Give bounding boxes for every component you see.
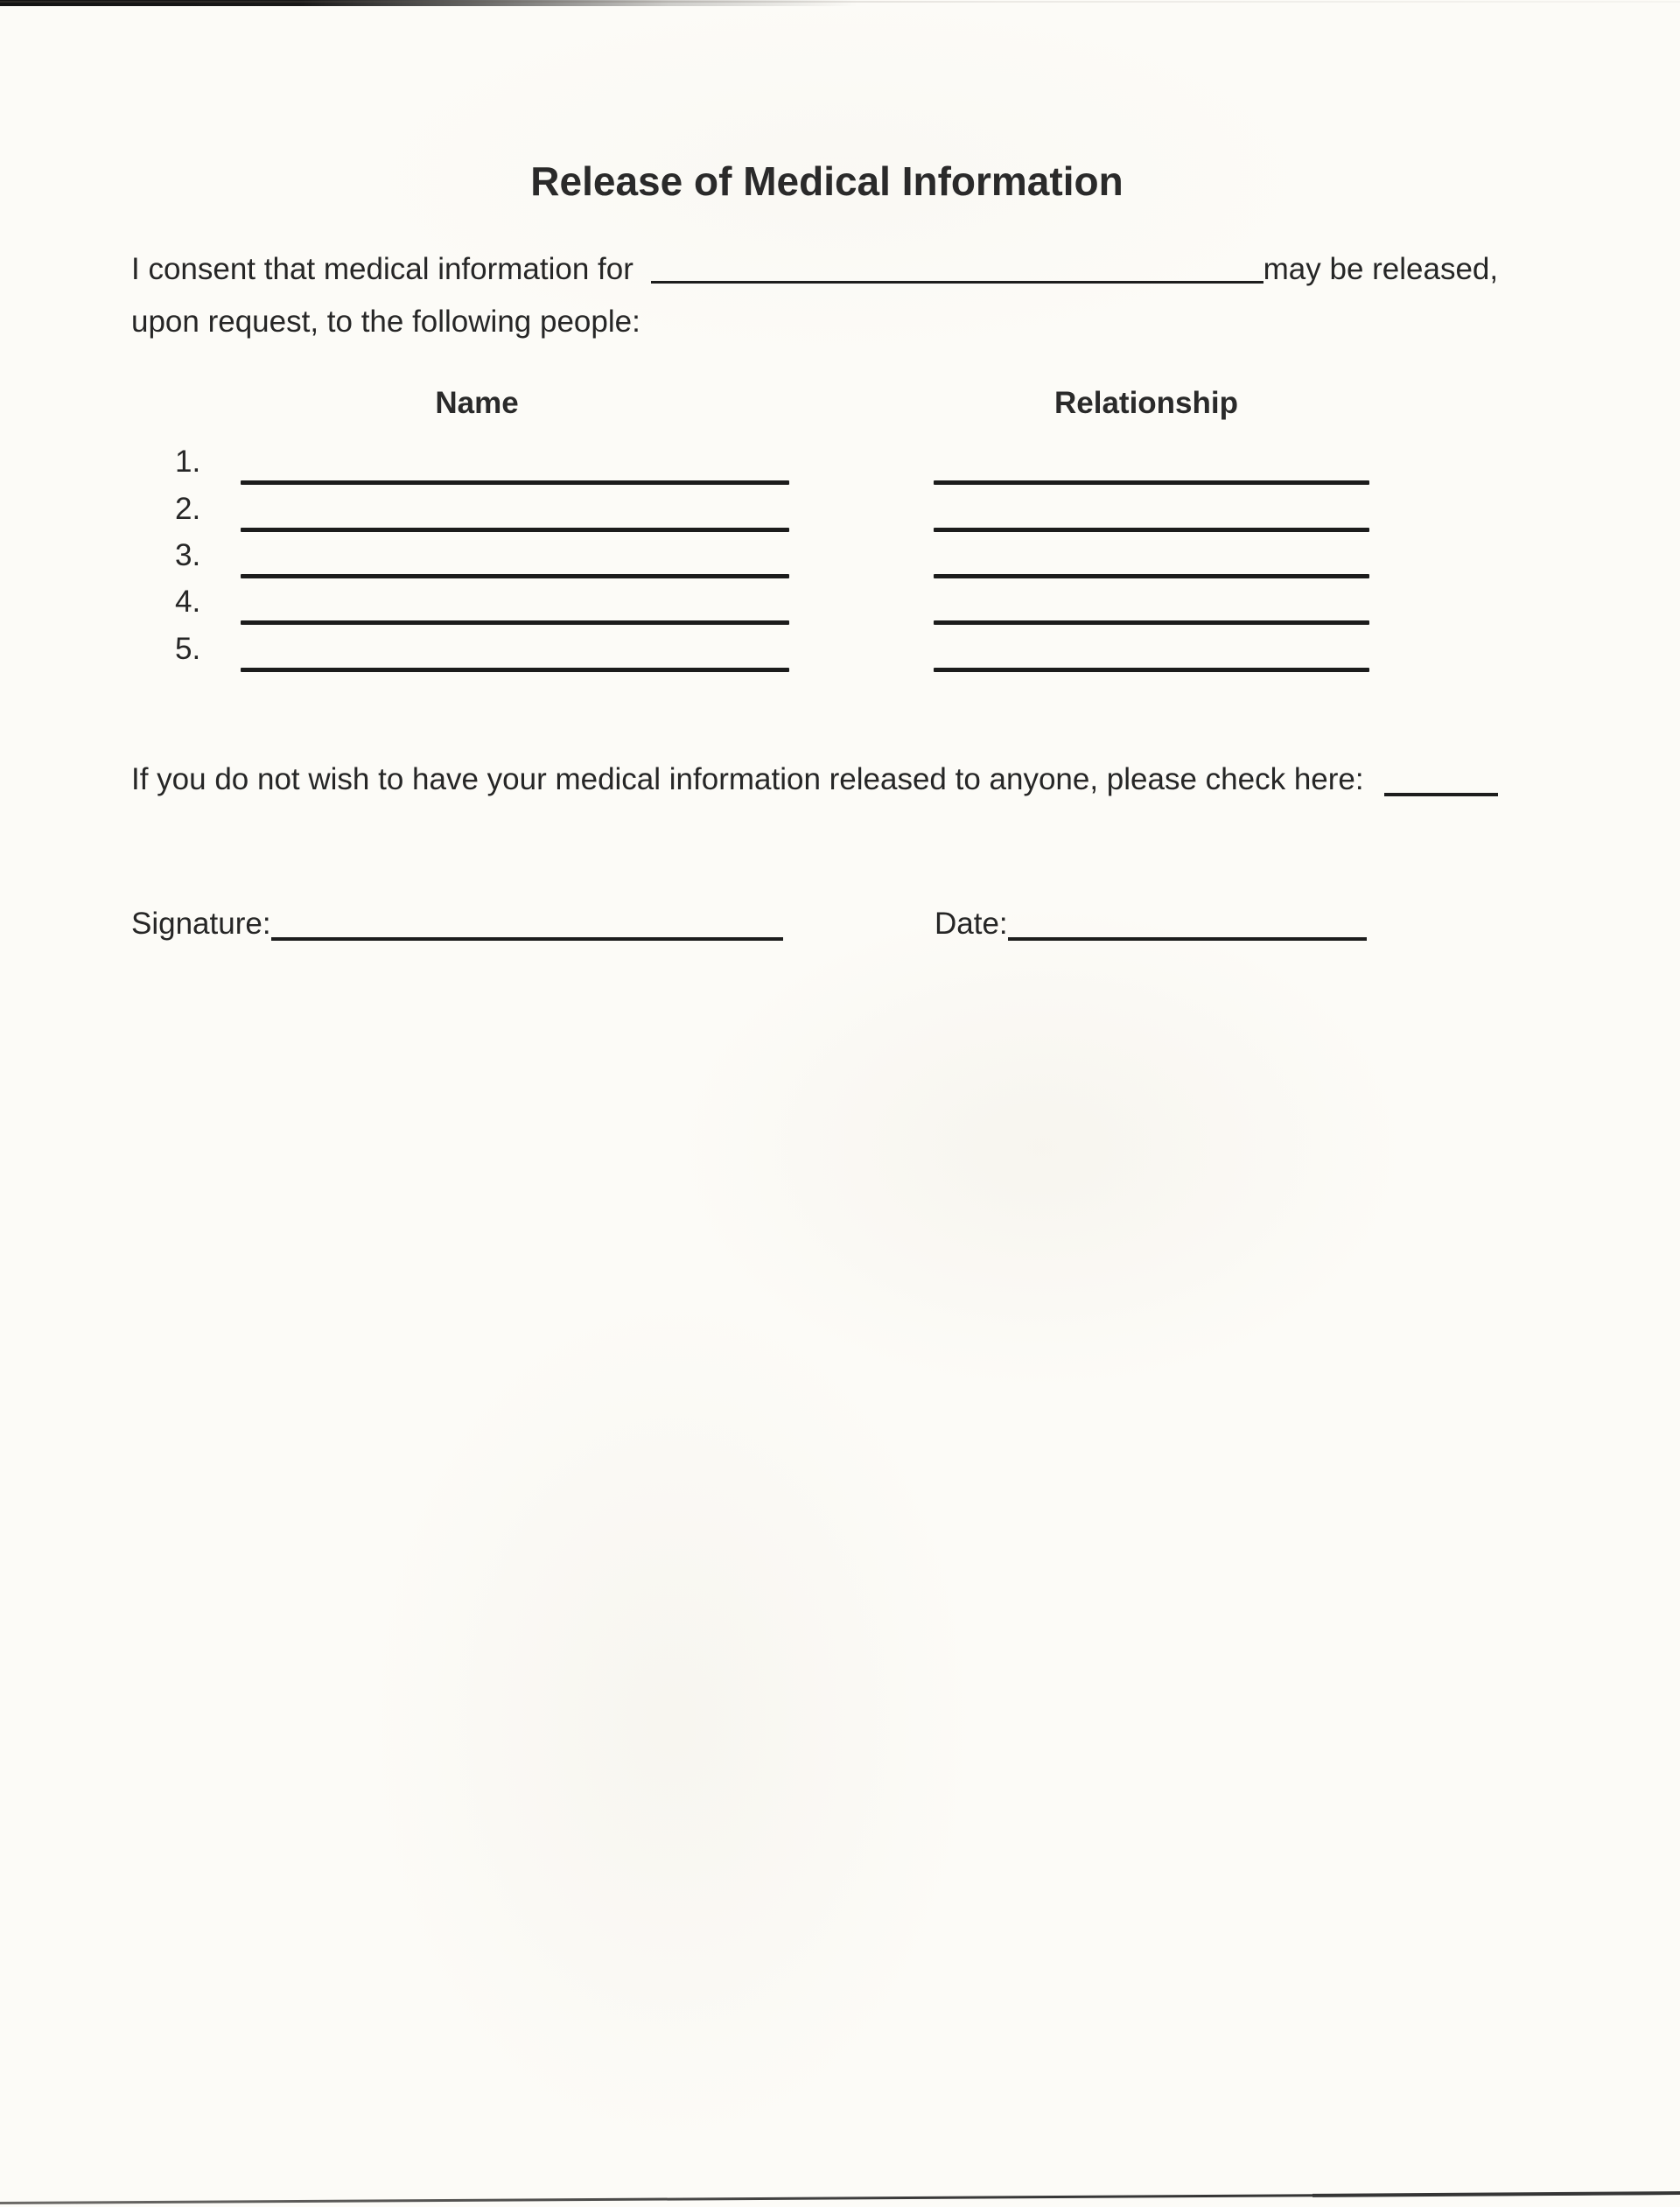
form-title: Release of Medical Information <box>530 158 1124 204</box>
row-number: 5. <box>175 632 201 666</box>
row-number: 2. <box>175 492 201 526</box>
patient-name-blank[interactable] <box>651 281 1264 284</box>
optout-line <box>131 762 1498 797</box>
consent-line-1 <box>131 252 1498 287</box>
name-field-2[interactable] <box>241 528 789 532</box>
row-number: 1. <box>175 445 201 479</box>
name-field-5[interactable] <box>241 668 789 672</box>
relationship-field-2[interactable] <box>934 528 1369 532</box>
date-row <box>934 907 1367 942</box>
consent-line-2: upon request, to the following people: <box>131 305 640 339</box>
consent-text-before: I consent that medical information for <box>131 252 634 286</box>
signature-label: Signature: <box>131 907 271 941</box>
relationship-field-1[interactable] <box>934 480 1369 485</box>
optout-text: If you do not wish to have your medical information released to anyone, please check here: <box>131 762 1364 796</box>
row-number: 3. <box>175 538 201 572</box>
name-column-header: Name <box>435 386 519 420</box>
name-field-1[interactable] <box>241 480 789 485</box>
optout-checkbox-blank[interactable] <box>1384 793 1498 796</box>
consent-text-after: may be released, <box>1263 252 1499 286</box>
name-field-3[interactable] <box>241 574 789 578</box>
relationship-field-5[interactable] <box>934 668 1369 672</box>
name-field-4[interactable] <box>241 620 789 625</box>
signature-field[interactable] <box>271 937 783 941</box>
relationship-field-4[interactable] <box>934 620 1369 625</box>
signature-row <box>131 907 783 942</box>
scan-artifact-top-faint <box>0 1 1680 3</box>
row-number: 4. <box>175 585 201 619</box>
date-field[interactable] <box>1008 937 1367 941</box>
scan-artifact-bottom-right <box>1312 2191 1680 2197</box>
date-label: Date: <box>934 907 1008 941</box>
relationship-column-header: Relationship <box>1054 386 1239 420</box>
relationship-field-3[interactable] <box>934 574 1369 578</box>
